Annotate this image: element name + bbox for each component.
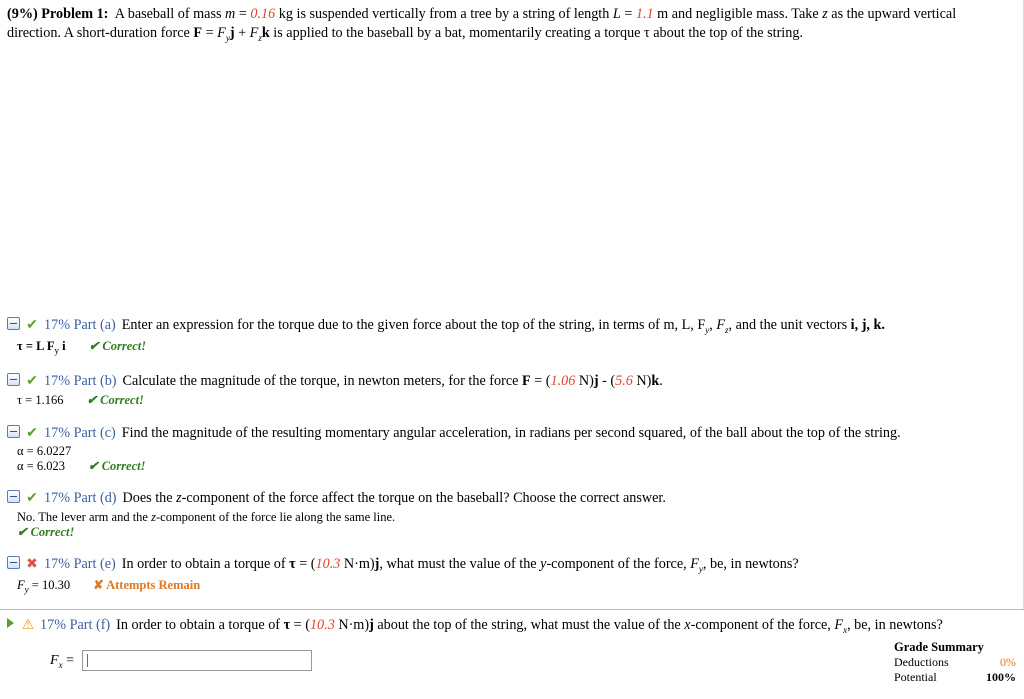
part-label: Part (a) [73, 317, 116, 333]
torque-value: 10.3 [315, 556, 341, 572]
part-weight: 17% [44, 373, 71, 389]
problem-weight: (9%) [7, 6, 38, 22]
force-symbol: F [17, 578, 25, 592]
expand-arrow-icon[interactable] [7, 618, 14, 628]
equals-sign: = ( [534, 373, 551, 389]
text-caret [87, 654, 88, 667]
unit-vectors: i, j, k. [850, 317, 885, 333]
answer-text: α = 6.023 [17, 459, 65, 473]
status-correct: ✔ Correct! [17, 525, 75, 539]
equals-sign: = [624, 6, 633, 22]
part-question: about the top of the string, what must the value of the [377, 617, 681, 633]
part-question: , and the unit vectors [728, 317, 848, 333]
part-d-status [17, 524, 74, 540]
subscript: y [54, 345, 60, 356]
unit-vector-k: k [261, 25, 270, 41]
x-mark-icon: ✖ [26, 557, 38, 572]
potential-value: 100% [986, 670, 1016, 684]
potential-label: Potential [894, 670, 937, 684]
check-icon: ✔ [26, 426, 38, 441]
torque-symbol: τ [289, 556, 296, 572]
part-c-header [7, 424, 901, 442]
part-d-header [7, 489, 666, 507]
status-attempts-remain: ✘ Attempts Remain [93, 578, 201, 592]
equals-sign: = ( [293, 617, 310, 633]
z-symbol: z [822, 6, 828, 22]
unit-vector-j: j [369, 617, 374, 633]
status-correct: ✔ Correct! [86, 393, 144, 407]
part-c-answer-1 [17, 443, 71, 459]
plus-sign: + [238, 25, 247, 41]
answer-input-label [50, 653, 74, 670]
part-d-answer [17, 509, 395, 525]
torque-value: 10.3 [309, 617, 335, 633]
part-weight: 17% [40, 617, 67, 633]
force-symbol: F [690, 556, 699, 572]
part-question: , be, in newtons? [702, 556, 799, 572]
part-question: -component of the force, [690, 617, 831, 633]
unit-vector-j: j [593, 373, 599, 389]
warning-icon: ⚠ [21, 618, 35, 633]
collapse-toggle-icon[interactable] [7, 373, 20, 386]
answer-text: = 10.30 [31, 578, 71, 592]
force-symbol: F [522, 373, 531, 389]
part-e-answer [17, 577, 200, 598]
unit-vector-k: k [651, 373, 660, 389]
force-symbol: F [716, 317, 725, 333]
part-question: , be, in newtons? [847, 617, 943, 633]
status-correct: ✔ Correct! [88, 459, 146, 473]
deductions-label: Deductions [894, 655, 949, 669]
answer-text: τ = L F [17, 339, 55, 353]
part-c-answer-2 [17, 458, 145, 474]
part-question: In order to obtain a torque of [121, 556, 286, 572]
problem-statement [7, 5, 1012, 48]
x-symbol: x [684, 617, 691, 633]
part-question: Calculate the magnitude of the torque, in newton meters, for the force [122, 373, 519, 389]
unit-text: N) [578, 373, 594, 389]
subscript: y [698, 563, 703, 574]
potential-row [894, 670, 1016, 685]
check-icon: ✔ [26, 491, 38, 506]
force-symbol: F [834, 617, 844, 633]
deductions-row [894, 655, 1016, 670]
part-b-answer [17, 392, 144, 408]
part-question: Does the [122, 490, 173, 506]
mass-symbol: m [225, 6, 236, 22]
collapse-toggle-icon[interactable] [7, 317, 20, 330]
deductions-value: 0% [1000, 655, 1016, 669]
part-f-header [7, 616, 943, 634]
part-e-header [7, 555, 799, 573]
part-weight: 17% [44, 317, 71, 333]
status-correct: ✔ Correct! [88, 339, 147, 353]
force-symbol: F [193, 25, 203, 41]
collapse-toggle-icon[interactable] [7, 490, 20, 503]
part-weight: 17% [44, 490, 71, 506]
problem-text: as the upward vertical direction. A short-duration force [7, 6, 957, 41]
subscript: z [725, 324, 729, 335]
problem-text: is applied to the baseball by a bat, momentarily creating a torque τ about the top of the string. [273, 25, 803, 41]
y-symbol: y [540, 556, 547, 572]
answer-input[interactable] [82, 650, 312, 671]
unit-vector-j: j [229, 25, 235, 41]
part-label: Part (f) [69, 617, 111, 633]
force-y-value: 1.06 [550, 373, 576, 389]
force-symbol: F [50, 653, 59, 668]
subscript: x [843, 624, 848, 635]
subscript: y [24, 584, 29, 595]
unit-text: N) [636, 373, 652, 389]
mass-value: 0.16 [250, 6, 276, 22]
check-icon: ✔ [26, 318, 38, 333]
equals-sign: = [205, 25, 214, 41]
subscript: z [258, 32, 262, 43]
problem-title: Problem 1: [41, 6, 109, 22]
length-value: 1.1 [635, 6, 654, 22]
grade-summary-title: Grade Summary [894, 640, 984, 654]
length-symbol: L [612, 6, 621, 22]
check-icon: ✔ [26, 374, 38, 389]
part-question: , what must the value of the [379, 556, 537, 572]
part-question: -component of the force affect the torque on the baseball? Choose the correct answer. [181, 490, 666, 506]
answer-text: α = 6.0227 [17, 444, 72, 458]
collapse-toggle-icon[interactable] [7, 425, 20, 438]
part-b-header [7, 372, 663, 390]
equals-sign: = [66, 653, 74, 668]
period: . [659, 373, 663, 389]
part-weight: 17% [44, 425, 71, 441]
problem-text: m and negligible mass. Take [657, 6, 819, 22]
force-z-value: 5.6 [615, 373, 633, 389]
part-weight: 17% [44, 556, 71, 572]
part-label: Part (e) [73, 556, 116, 572]
part-question: In order to obtain a torque of [116, 617, 281, 633]
part-label: Part (b) [73, 373, 117, 389]
part-question: -component of the force, [546, 556, 687, 572]
unit-vector-j: j [374, 556, 380, 572]
unit-text: N·m) [338, 617, 370, 633]
part-label: Part (d) [73, 490, 117, 506]
part-question: Enter an expression for the torque due to the given force about the top of the string, in terms of m, L, F [121, 317, 706, 333]
part-f-active [0, 610, 1024, 699]
answer-text: -component of the force lie along the same line. [155, 510, 396, 524]
force-component: F [249, 25, 259, 41]
z-symbol: z [176, 490, 182, 506]
part-a-answer [17, 338, 146, 359]
equals-sign: = [238, 6, 247, 22]
collapse-toggle-icon[interactable] [7, 556, 20, 569]
equals-sign: = ( [299, 556, 316, 572]
force-component: F [217, 25, 226, 41]
subscript: y [705, 324, 710, 335]
torque-symbol: τ [283, 617, 291, 633]
subscript: y [225, 32, 230, 43]
answer-text: τ = 1.166 [17, 393, 64, 407]
unit-text: N·m) [343, 556, 375, 572]
part-label: Part (c) [73, 425, 116, 441]
z-symbol: z [151, 510, 156, 524]
answer-text: i [62, 339, 66, 353]
part-a-header: ✔ 17% Part (a) Enter an expression for the torque due to the given force about the top of the string, in terms of m, L, $F_y$, $F_z$, and the unit vectors i, j, k. [7, 316, 885, 334]
part-question: Find the magnitude of the resulting momentary angular acceleration, in radians per second squared, of the ball about the top of the string. [121, 425, 901, 441]
answer-text: No. The lever arm and the [17, 510, 148, 524]
problem-text: A baseball of mass [114, 6, 222, 22]
problem-text: kg is suspended vertically from a tree by a string of length [278, 6, 610, 22]
subscript: x [58, 659, 63, 670]
grade-summary [894, 640, 1016, 685]
operator-text: - ( [602, 373, 616, 389]
